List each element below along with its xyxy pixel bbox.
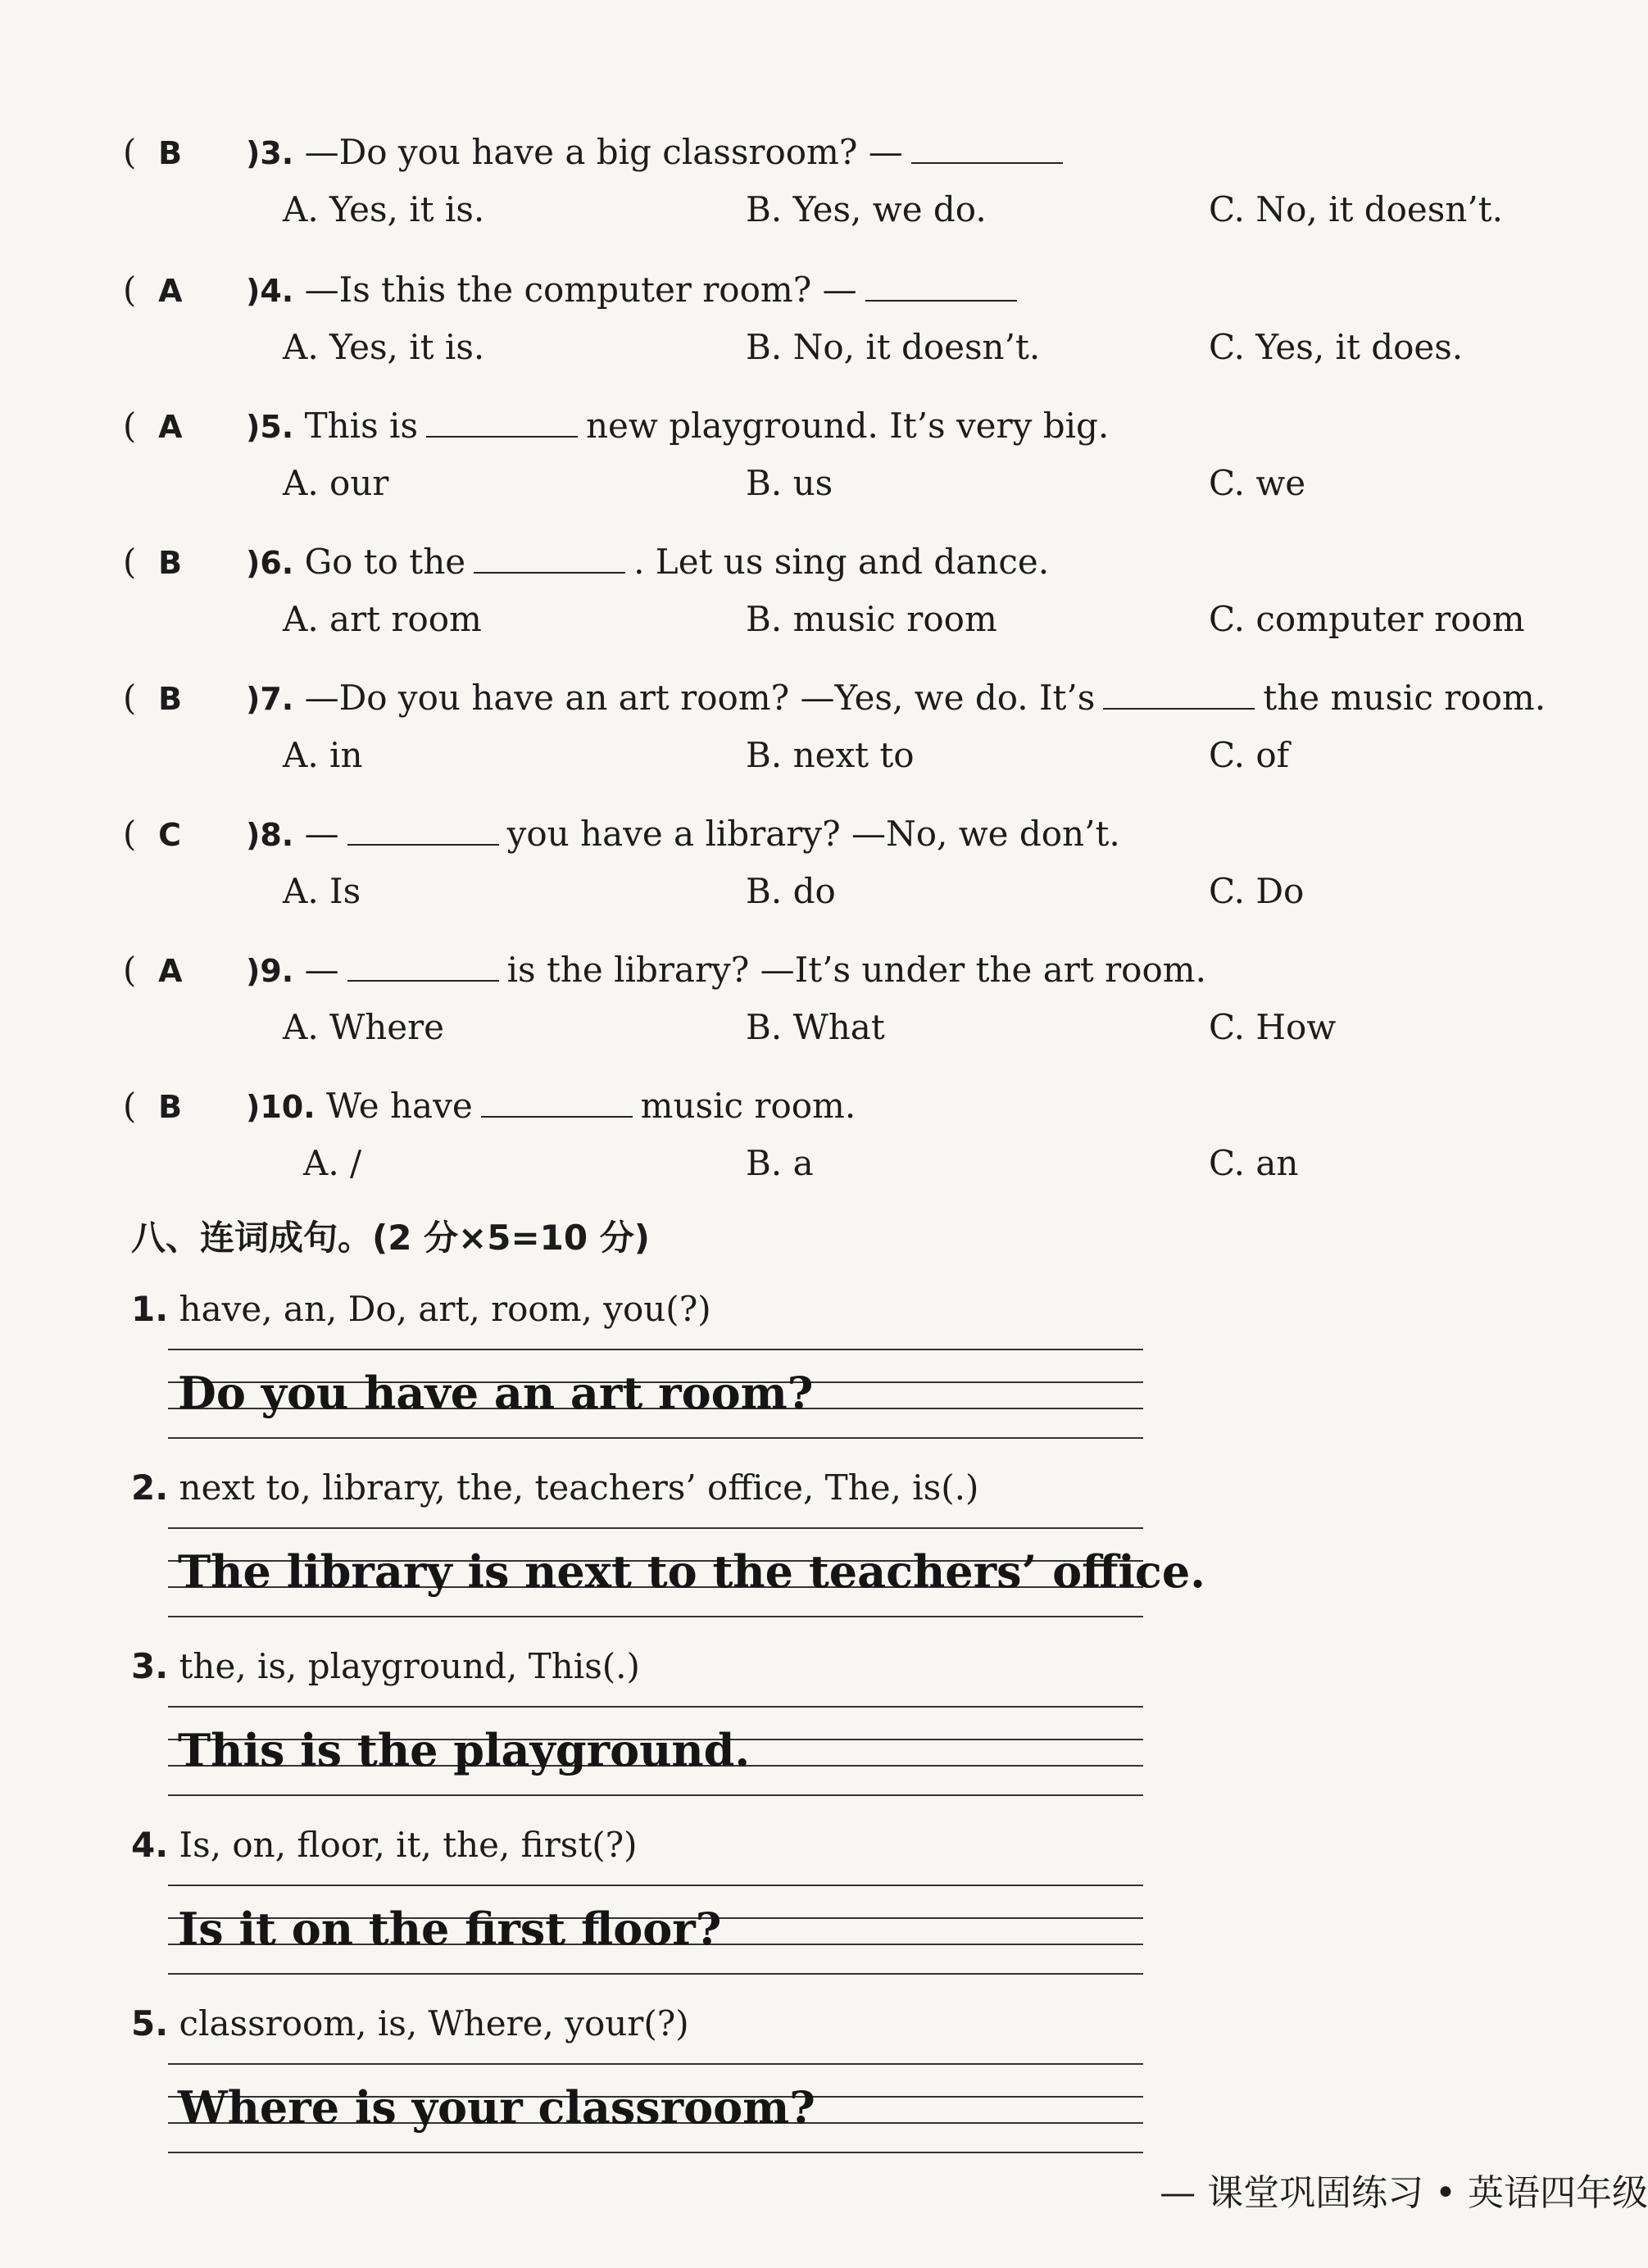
question-line	[123, 947, 1598, 993]
options-row	[123, 313, 1598, 382]
option-b: B. next to	[746, 735, 915, 775]
options-row	[123, 1129, 1598, 1198]
question-line	[123, 539, 1598, 585]
question-line	[123, 675, 1598, 721]
option-b: B. us	[746, 463, 833, 503]
answer-blank	[474, 539, 625, 574]
answer-blank	[481, 1083, 633, 1118]
answer-bracket: ( A	[123, 406, 183, 446]
question-10	[123, 1083, 1598, 1198]
question-number: )9.	[246, 953, 294, 989]
question-text-after: the music room.	[1263, 678, 1546, 718]
option-a: A. in	[283, 735, 363, 775]
option-a: A. Yes, it is.	[283, 189, 485, 229]
option-a: A. /	[303, 1143, 362, 1183]
option-b: B. Yes, we do.	[746, 189, 987, 229]
option-b: B. a	[746, 1143, 814, 1183]
question-text-before: —Do you have an art room? —Yes, we do. It’s	[304, 678, 1096, 718]
question-4	[123, 267, 1598, 382]
question-line	[123, 403, 1598, 449]
rule-line	[168, 1616, 1143, 1617]
word-prompt	[131, 1999, 1115, 2048]
option-c: C. we	[1209, 463, 1306, 503]
question-number: )7.	[246, 681, 294, 717]
question-number: )6.	[246, 545, 294, 581]
option-b: B. music room	[746, 599, 997, 639]
sentence-item-5	[131, 1999, 1115, 2153]
rule-line	[168, 1885, 1143, 1886]
question-text-after: new playground. It’s very big.	[586, 406, 1110, 446]
sentence-item-3	[131, 1642, 1115, 1796]
writing-lines	[168, 1349, 1143, 1439]
option-a: A. Yes, it is.	[283, 327, 485, 367]
answer-blank	[911, 129, 1063, 164]
answer-letter: A	[158, 273, 183, 309]
answer-blank	[426, 403, 578, 438]
rule-line	[168, 1973, 1143, 1975]
question-line	[123, 267, 1598, 313]
written-answer: This is the playground.	[178, 1724, 751, 1776]
answer-blank	[1103, 675, 1255, 710]
answer-blank	[865, 267, 1017, 302]
question-6	[123, 539, 1598, 654]
sentence-item-4	[131, 1821, 1115, 1975]
question-line	[123, 811, 1598, 857]
option-c: C. How	[1209, 1007, 1337, 1047]
answer-letter: C	[158, 817, 181, 853]
answer-letter: A	[158, 409, 183, 445]
answer-letter: A	[158, 953, 183, 989]
option-c: C. an	[1209, 1143, 1299, 1183]
question-text-before: —Is this the computer room? —	[304, 270, 857, 310]
answer-bracket: ( C	[123, 814, 181, 854]
word-list: the, is, playground, This(.)	[179, 1646, 640, 1686]
question-text-before: Go to the	[304, 542, 466, 582]
option-b: B. do	[746, 871, 836, 911]
question-text-after: you have a library? —No, we don’t.	[506, 814, 1120, 854]
answer-blank	[347, 947, 499, 982]
word-list: next to, library, the, teachers’ office, The, is(.)	[179, 1467, 979, 1508]
option-a: A. Is	[283, 871, 361, 911]
question-number: )10.	[246, 1089, 316, 1125]
question-text-before: —	[304, 814, 339, 854]
word-prompt	[131, 1821, 1115, 1870]
section-heading: 八、连词成句。(2 分×5=10 分)	[131, 1218, 650, 1258]
question-5	[123, 403, 1598, 518]
answer-letter: B	[158, 1089, 183, 1125]
question-text-after: music room.	[640, 1086, 856, 1126]
question-number: )4.	[246, 273, 294, 309]
question-text-before: —Do you have a big classroom? —	[304, 132, 903, 172]
rule-line	[168, 1349, 1143, 1350]
option-c: C. Yes, it does.	[1209, 327, 1464, 367]
question-number: )3.	[246, 135, 294, 171]
option-a: A. art room	[283, 599, 482, 639]
answer-letter: B	[158, 545, 183, 581]
options-row	[123, 857, 1598, 926]
question-number: )5.	[246, 409, 294, 445]
answer-bracket: ( A	[123, 950, 183, 990]
question-text-before: We have	[326, 1086, 473, 1126]
options-row	[123, 993, 1598, 1062]
rule-line	[168, 2063, 1143, 2065]
option-a: A. Where	[283, 1007, 445, 1047]
writing-lines	[168, 1885, 1143, 1975]
question-text-after: . Let us sing and dance.	[633, 542, 1050, 582]
answer-letter: B	[158, 135, 183, 171]
question-3	[123, 129, 1598, 244]
answer-blank	[347, 811, 499, 846]
options-row	[123, 449, 1598, 518]
answer-bracket: ( B	[123, 542, 183, 582]
item-number: 4.	[131, 1825, 169, 1865]
option-c: C. No, it doesn’t.	[1209, 189, 1503, 229]
question-9	[123, 947, 1598, 1062]
item-number: 2.	[131, 1467, 169, 1508]
question-number: )8.	[246, 817, 294, 853]
option-b: B. No, it doesn’t.	[746, 327, 1041, 367]
rule-line	[168, 2152, 1143, 2153]
options-row	[123, 721, 1598, 790]
question-text-before: This is	[304, 406, 418, 446]
writing-lines	[168, 2063, 1143, 2153]
option-c: C. of	[1209, 735, 1290, 775]
sentence-item-2	[131, 1463, 1205, 1617]
answer-bracket: ( A	[123, 270, 183, 310]
options-row	[123, 175, 1598, 244]
question-text-before: —	[304, 950, 339, 990]
word-prompt	[131, 1285, 1115, 1334]
option-a: A. our	[283, 463, 389, 503]
rule-line	[168, 1794, 1143, 1796]
written-answer: The library is next to the teachers’ office.	[178, 1545, 1205, 1598]
question-8	[123, 811, 1598, 926]
written-answer: Is it on the first floor?	[178, 1903, 722, 1955]
item-number: 3.	[131, 1646, 169, 1686]
rule-line	[168, 1706, 1143, 1708]
item-number: 5.	[131, 2003, 169, 2043]
word-prompt	[131, 1642, 1115, 1691]
item-number: 1.	[131, 1289, 169, 1329]
answer-bracket: ( B	[123, 678, 183, 718]
word-list: classroom, is, Where, your(?)	[179, 2003, 689, 2043]
options-row	[123, 585, 1598, 654]
page-footer: — 课堂巩固练习 • 英语四年级	[1160, 2172, 1648, 2214]
question-line	[123, 129, 1598, 175]
rule-line	[168, 1527, 1143, 1529]
rule-line	[168, 1437, 1143, 1439]
writing-lines	[168, 1706, 1143, 1796]
question-7	[123, 675, 1598, 790]
word-list: Is, on, floor, it, the, first(?)	[179, 1825, 638, 1865]
written-answer: Where is your classroom?	[178, 2081, 815, 2134]
option-c: C. Do	[1209, 871, 1305, 911]
answer-letter: B	[158, 681, 183, 717]
word-list: have, an, Do, art, room, you(?)	[179, 1289, 711, 1329]
sentence-item-1	[131, 1285, 1115, 1439]
writing-lines	[168, 1527, 1205, 1617]
answer-bracket: ( B	[123, 1086, 183, 1126]
word-prompt	[131, 1463, 1115, 1513]
option-b: B. What	[746, 1007, 885, 1047]
question-text-after: is the library? —It’s under the art room.	[506, 950, 1206, 990]
answer-bracket: ( B	[123, 132, 183, 172]
written-answer: Do you have an art room?	[178, 1367, 814, 1419]
option-c: C. computer room	[1209, 599, 1525, 639]
question-line	[123, 1083, 1598, 1129]
